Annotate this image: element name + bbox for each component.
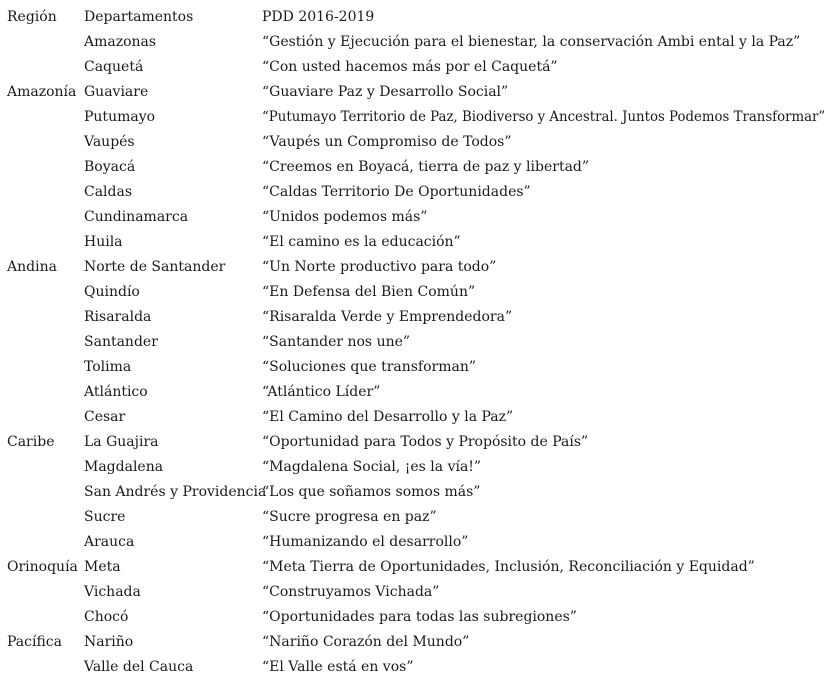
table-row [0,255,829,280]
pdd-slogan-cell: “Putumayo Territorio de Paz, Biodiverso y Ancestral. Juntos Podemos Transformar” [262,109,826,125]
department-cell: Cundinamarca [84,209,189,225]
table-row [0,180,829,205]
department-cell: Caldas [84,184,133,200]
pdd-slogan-cell: “Risaralda Verde y Emprendedora” [262,309,513,325]
department-cell: Vaupés [84,134,135,150]
department-cell: Risaralda [84,309,152,325]
table-row [0,230,829,255]
department-cell: Tolima [84,359,132,375]
pdd-slogan-cell: “Nariño Corazón del Mundo” [262,634,470,650]
department-cell: Caquetá [84,59,144,75]
region-cell: Amazonía [7,84,77,100]
department-cell: Atlántico [84,384,148,400]
region-cell: Andina [7,259,57,275]
pdd-slogan-cell: “Humanizando el desarrollo” [262,534,469,550]
department-cell: Boyacá [84,159,136,175]
pdd-slogan-cell: “Gestión y Ejecución para el bienestar, la conservación Ambi ental y la Paz” [262,34,801,50]
pdd-slogan-cell: “Un Norte productivo para todo” [262,259,497,275]
table-row [0,55,829,80]
table-row [0,630,829,655]
table-header [0,5,829,30]
pdd-slogan-cell: “Atlántico Líder” [262,384,381,400]
table-row [0,405,829,430]
pdd-slogan-cell: “Caldas Territorio De Oportunidades” [262,184,531,200]
table-row [0,205,829,230]
pdd-slogan-cell: “Magdalena Social, ¡es la vía!” [262,459,482,475]
pdd-slogan-cell: “Meta Tierra de Oportunidades, Inclusión, Reconciliación y Equidad” [262,559,755,575]
table-row [0,30,829,55]
table-row [0,655,829,680]
table-row [0,105,829,130]
department-cell: Valle del Cauca [84,659,194,675]
pdd-slogan-cell: “En Defensa del Bien Común” [262,284,476,300]
pdd-slogan-cell: “Soluciones que transforman” [262,359,477,375]
pdd-slogan-cell: “Guaviare Paz y Desarrollo Social” [262,84,509,100]
department-cell: Nariño [84,634,134,650]
table-row [0,330,829,355]
department-cell: Quindío [84,284,140,300]
column-header-region: Región [7,9,57,25]
table-row [0,430,829,455]
table-row [0,130,829,155]
pdd-slogan-cell: “Vaupés un Compromiso de Todos” [262,134,512,150]
pdd-slogan-cell: “Creemos en Boyacá, tierra de paz y libertad” [262,159,590,175]
department-cell: Magdalena [84,459,164,475]
pdd-slogan-cell: “Los que soñamos somos más” [262,484,481,500]
table-row [0,480,829,505]
table-row [0,580,829,605]
pdd-slogan-cell: “Unidos podemos más” [262,209,428,225]
table-row [0,380,829,405]
pdd-slogan-cell: “Construyamos Vichada” [262,584,440,600]
department-cell: Santander [84,334,158,350]
department-cell: Chocó [84,609,129,625]
table-row [0,605,829,630]
department-cell: Sucre [84,509,126,525]
table-row [0,555,829,580]
pdd-slogan-cell: “Con usted hacemos más por el Caquetá” [262,59,558,75]
table-row [0,505,829,530]
table-row [0,455,829,480]
department-cell: Vichada [84,584,141,600]
pdd-slogan-cell: “Oportunidad para Todos y Propósito de País” [262,434,589,450]
department-cell: Arauca [84,534,135,550]
department-cell: Meta [84,559,121,575]
region-cell: Pacífica [7,634,62,650]
department-cell: La Guajira [84,434,159,450]
table-row [0,530,829,555]
department-cell: Amazonas [84,34,157,50]
table-row [0,280,829,305]
pdd-slogan-cell: “El Valle está en vos” [262,659,414,675]
department-cell: Guaviare [84,84,149,100]
pdd-table [0,5,829,680]
table-row [0,305,829,330]
department-cell: Putumayo [84,109,156,125]
pdd-slogan-cell: “Oportunidades para todas las subregiones” [262,609,577,625]
pdd-slogan-cell: “Sucre progresa en paz” [262,509,437,525]
table-row [0,80,829,105]
table-row [0,155,829,180]
region-cell: Caribe [7,434,55,450]
department-cell: Cesar [84,409,126,425]
department-cell: Norte de Santander [84,259,226,275]
department-cell: Huila [84,234,123,250]
department-cell: San Andrés y Providencia [84,484,267,500]
column-header-department: Departamentos [84,9,194,25]
region-cell: Orinoquía [7,559,78,575]
pdd-slogan-cell: “El Camino del Desarrollo y la Paz” [262,409,514,425]
pdd-slogan-cell: “Santander nos une” [262,334,411,350]
table-body [0,30,829,680]
table-row [0,355,829,380]
column-header-pdd: PDD 2016-2019 [262,9,375,25]
pdd-slogan-cell: “El camino es la educación” [262,234,461,250]
